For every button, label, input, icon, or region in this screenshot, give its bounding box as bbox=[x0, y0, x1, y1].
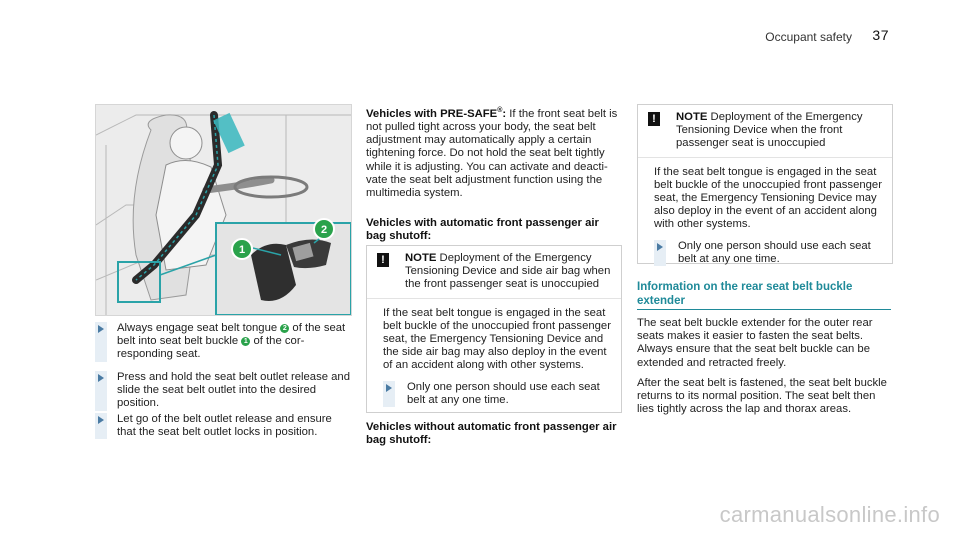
callout-1-badge: 1 bbox=[241, 337, 250, 346]
section-divider bbox=[637, 309, 891, 310]
note-box-side-airbag bbox=[366, 245, 622, 413]
warning-icon: ! bbox=[377, 253, 389, 267]
section-title: Occupant safety bbox=[765, 30, 852, 44]
note-title: Deployment of the Emergency Tensioning Device and side air bag when the front passenger seat is unoccupied bbox=[405, 252, 611, 291]
callout-2-badge: 2 bbox=[280, 324, 289, 333]
heading-with-auto-shutoff: Vehicles with automatic front passenger air bag shutoff: bbox=[366, 217, 599, 243]
page-number: 37 bbox=[872, 27, 889, 43]
arrow-right-icon bbox=[98, 374, 104, 382]
note-step-text: Only one person should use each seat belt at any one time. bbox=[678, 239, 871, 265]
step-text: of the cor- responding seat. bbox=[117, 335, 305, 361]
arrow-right-icon bbox=[386, 384, 392, 392]
registered-mark: ® bbox=[497, 107, 503, 114]
step-let-go bbox=[95, 413, 350, 439]
presafe-colon: : bbox=[502, 107, 507, 120]
note-body: If the seat belt tongue is engaged in the seat belt buckle of the unoccupied front passenger seat, the Emergency Tensioning Device and the side air bag may also deploy in the event of an accident along with other systems. bbox=[383, 306, 611, 372]
presafe-label: Vehicles with PRE-SAFE bbox=[366, 107, 498, 120]
note-step-text: Only one person should use each seat belt at any one time. bbox=[407, 380, 600, 406]
step-engage-tongue bbox=[95, 322, 350, 362]
heading-without-auto-shutoff: Vehicles without automatic front passenger air bag shutoff: bbox=[366, 421, 617, 447]
note-title: Deployment of the Emergency Tensioning Device when the front passenger seat is unoccupied bbox=[676, 111, 863, 150]
step-text: of the seat belt into seat belt buckle bbox=[117, 322, 346, 348]
note-box-tensioning bbox=[637, 104, 893, 264]
step-text: Always engage seat belt tongue bbox=[117, 322, 281, 334]
step-press-release bbox=[95, 371, 350, 411]
warning-icon: ! bbox=[648, 112, 660, 126]
arrow-right-icon bbox=[98, 325, 104, 333]
watermark: carmanualsonline.info bbox=[719, 502, 940, 527]
note-step bbox=[654, 240, 882, 266]
section-heading-rear-buckle: Information on the rear seat belt buckle extender bbox=[637, 281, 853, 307]
paragraph-extender: The seat belt buckle extender for the outer rear seats makes it easier to fasten the seat belts. Always ensure that the seat belt buckle can be extended and retracted freely. bbox=[637, 317, 873, 369]
note-body: If the seat belt tongue is engaged in the seat belt buckle of the unoccupied front passenger seat, the Emergency Tensioning Device may also deploy in the event of an accident along with other systems. bbox=[654, 165, 882, 231]
callout-2-label: 2 bbox=[320, 224, 328, 236]
presafe-paragraph bbox=[366, 104, 620, 200]
step-text: Press and hold the seat belt outlet release and slide the seat belt outlet into the desired position. bbox=[117, 371, 350, 410]
callout-1-label: 1 bbox=[238, 244, 246, 256]
paragraph-after-fasten: After the seat belt is fastened, the seat belt buckle returns to its normal position. The seat belt then lies tightly across the lap and thorax areas. bbox=[637, 377, 887, 416]
seat-belt-illustration bbox=[95, 104, 352, 316]
arrow-right-icon bbox=[98, 416, 104, 424]
presafe-text: If the front seat belt is not pulled tight across your body, the seat belt adjustment may automatically apply a certain tightening force. Do not hold the seat belt tightly while it is adjusting. You can activate and deacti- vate the seat belt adjustment function using the multimedia system. bbox=[366, 107, 618, 199]
note-step bbox=[383, 381, 611, 407]
step-text: Let go of the belt outlet release and ensure that the seat belt outlet locks in position. bbox=[117, 413, 332, 439]
note-label: NOTE bbox=[676, 111, 708, 123]
note-label: NOTE bbox=[405, 252, 437, 264]
arrow-right-icon bbox=[657, 243, 663, 251]
